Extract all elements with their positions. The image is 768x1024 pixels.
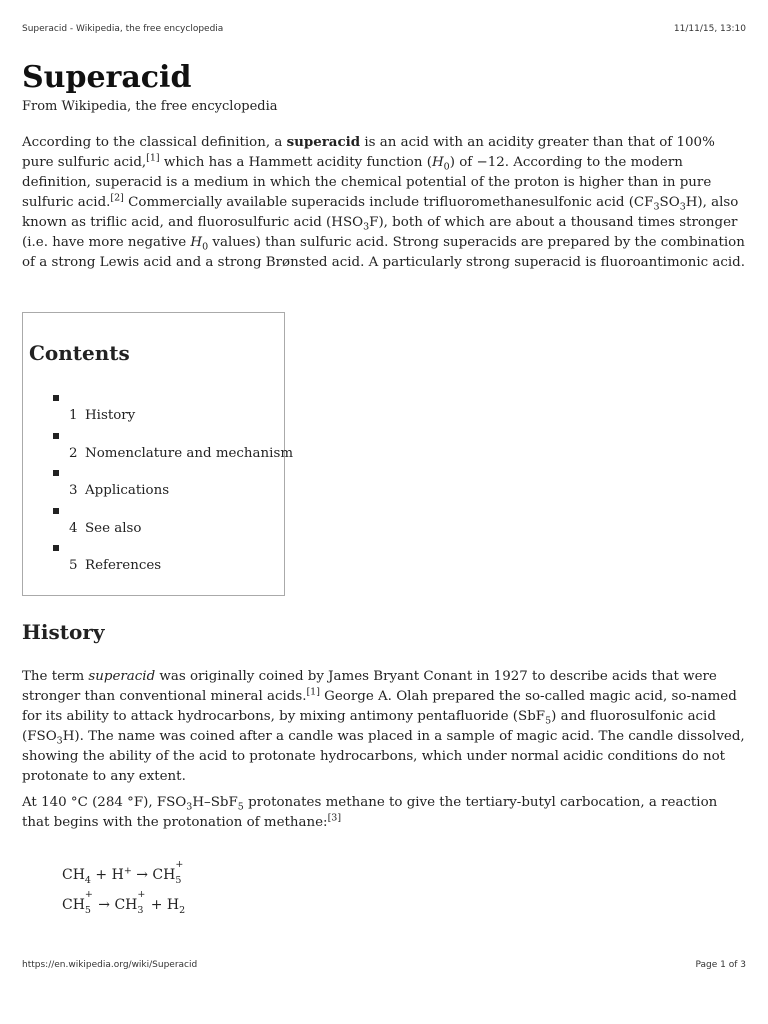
- bullet-icon: [53, 395, 59, 401]
- equation-1: $CH_4 + H^+$ → CH + 5: [62, 859, 184, 886]
- bullet-icon: [53, 508, 59, 514]
- print-footer-page: Page 1 of 3: [695, 960, 746, 970]
- page-title: Superacid: [22, 60, 192, 95]
- section-heading-history: History: [22, 620, 105, 644]
- history-paragraph-1: The term superacid was originally coined by James Bryant Conant in 1927 to describe acids that were stronger than conventional mineral acids.[1] George A. Olah prepared the so-called magic acid, so-named for its ability to attack hydrocarbons, by mixing antimony pentafluoride (SbF$_5$) and fluorosulfonic acid $(FSO_3H)$. The name was coined after a candle was placed in a sample of magic acid. The candle dissolved, showing the ability of the acid to protonate hydrocarbons, which under normal acidic conditions do not protonate to any extent.: [22, 669, 745, 784]
- equation-2: CH + 5 → CH + 3 + $H_2$: [62, 889, 186, 916]
- bullet-icon: [53, 433, 59, 439]
- history-paragraph-2: At 140 °C (284 °F), $FSO_3H-SbF_5$ protonates methane to give the tertiary-butyl carbocation, a reaction that begins with the protonation of methane:[3]: [22, 795, 718, 830]
- toc-heading: Contents: [29, 341, 130, 365]
- print-header-title: Superacid - Wikipedia, the free encyclopedia: [22, 24, 224, 34]
- print-header-datetime: 11/11/15, 13:10: [673, 24, 746, 34]
- toc-item-label[interactable]: Applications: [85, 483, 170, 498]
- intro-paragraph: According to the classical definition, a superacid is an acid with an acidity greater than that of 100% pure sulfuric acid,[1] which has a Hammett acidity function $(H_0)$ of −12. According to the modern definition, superacid is a medium in which the chemical potential of the proton is higher than in pure sulfuric acid.[2] Commercially available superacids include trifluoromethanesulfonic acid $(CF_3SO_3H)$, also known as triflic acid, and fluorosulfuric acid $(HSO_3F)$, both of which are about a thousand times stronger (i.e. have more negative $H_0$ values) than sulfuric acid. Strong superacids are prepared by the combination of a strong Lewis acid and a strong Brønsted acid. A particularly strong superacid is fluoroantimonic acid.: [22, 134, 745, 270]
- toc-item-label[interactable]: Nomenclature and mechanism: [85, 445, 294, 461]
- toc-item-label[interactable]: References: [85, 558, 162, 573]
- toc-item-label[interactable]: See also: [85, 520, 142, 536]
- page-subtitle: From Wikipedia, the free encyclopedia: [22, 99, 278, 114]
- toc-item-label[interactable]: History: [85, 408, 136, 423]
- print-footer-url: https://en.wikipedia.org/wiki/Superacid: [22, 960, 198, 970]
- bullet-icon: [53, 545, 59, 551]
- bullet-icon: [53, 470, 59, 476]
- table-of-contents: Contents 1 History 2 Nomenclature and mechanism 3 Applications 4 See also 5 References: [22, 312, 285, 596]
